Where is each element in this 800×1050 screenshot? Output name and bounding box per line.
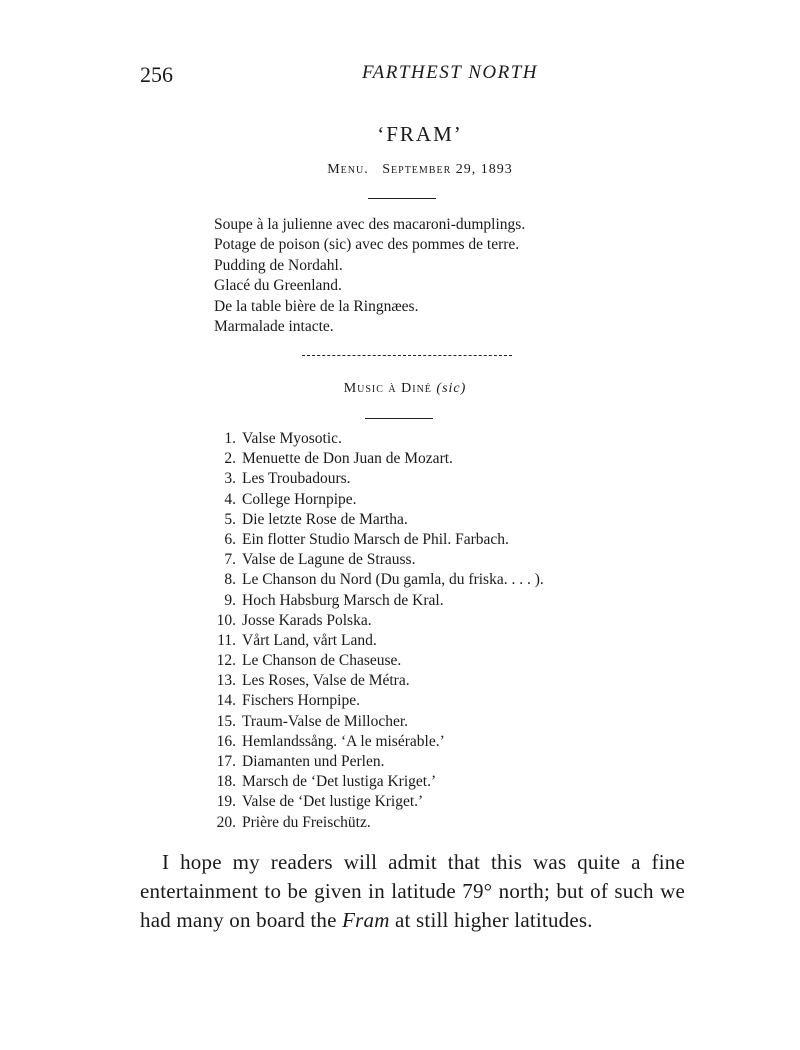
music-heading (0, 381, 800, 397)
music-heading-main: Music à Diné (343, 381, 432, 396)
closing-paragraph (140, 848, 685, 934)
menu-date: September 29, 1893 (382, 162, 513, 177)
music-item-title: Fischers Hornpipe. (242, 692, 360, 710)
divider-rule-dashed (302, 355, 512, 356)
music-item-title: Ein flotter Studio Marsch de Phil. Farbach. (242, 530, 509, 548)
music-item-title: Hemlandssång. ‘A le misérable.’ (242, 732, 445, 750)
music-item-title: Les Roses, Valse de Métra. (242, 672, 410, 690)
music-item-title: Valse de Lagune de Strauss. (242, 551, 416, 569)
music-item-title: Die letzte Rose de Martha. (242, 510, 408, 528)
running-head (140, 62, 700, 88)
ship-name: Fram (342, 907, 390, 932)
music-item-number: 6. (224, 530, 236, 548)
music-item-number: 11. (217, 631, 236, 649)
dish-item: Soupe à la julienne avec des macaroni-dumplings. (214, 216, 526, 233)
music-item-number: 1. (224, 430, 236, 447)
music-item-title: Hoch Habsburg Marsch de Kral. (242, 591, 444, 609)
music-item-number: 20. (216, 813, 236, 831)
divider-rule (365, 418, 433, 419)
music-item-title: Le Chanson du Nord (Du gamla, du friska. . . . ). (242, 571, 544, 589)
music-item-title: Marsch de ‘Det lustiga Kriget.’ (242, 773, 437, 791)
music-item-title: Menuette de Don Juan de Mozart. (242, 450, 453, 468)
music-item-number: 8. (224, 571, 236, 589)
music-item-number: 19. (216, 793, 236, 811)
music-heading-note: (sic) (436, 381, 467, 396)
music-item-title: Valse de ‘Det lustige Kriget.’ (242, 793, 424, 811)
menu-label: Menu. (327, 162, 369, 177)
music-item-title: Les Troubadours. (242, 470, 351, 488)
music-item-title: Josse Karads Polska. (242, 611, 372, 629)
closing-text-before: I hope my readers will admit that this was quite a fine entertainment to be given in latitude 79° north; but of such we had many on board the (140, 850, 685, 932)
page-number: 256 (140, 62, 173, 87)
music-item-number: 10. (216, 611, 236, 629)
music-item-number: 12. (216, 652, 236, 670)
music-item-title: Le Chanson de Chaseuse. (242, 652, 402, 670)
music-item-title: Vårt Land, vårt Land. (242, 631, 377, 649)
music-item-title: College Hornpipe. (242, 490, 357, 508)
music-item-number: 16. (216, 732, 236, 750)
dish-item: Glacé du Greenland. (214, 277, 342, 295)
music-item-title: Traum-Valse de Millocher. (242, 712, 409, 730)
music-item-number: 18. (216, 773, 236, 791)
dish-list (214, 215, 525, 337)
dish-item: Potage de poison (sic) avec des pommes de terre. (214, 236, 520, 254)
music-item-number: 14. (216, 692, 236, 710)
music-item-number: 3. (224, 470, 236, 488)
music-item-number: 2. (224, 450, 236, 468)
music-item-number: 13. (216, 672, 236, 690)
music-item-number: 7. (224, 551, 236, 569)
menu-heading: ‘FRAM’ (377, 122, 463, 146)
dish-item: Marmalade intacte. (214, 318, 334, 336)
music-item-number: 15. (216, 712, 236, 730)
music-item-number: 4. (224, 490, 236, 508)
dish-item: Pudding de Nordahl. (214, 256, 343, 274)
closing-text-after: at still higher latitudes. (389, 907, 593, 932)
music-item-title: Valse Myosotic. (242, 430, 342, 447)
divider-rule (368, 198, 436, 199)
music-item-title: Diamanten und Perlen. (242, 753, 385, 770)
music-item-number: 5. (224, 510, 236, 528)
running-title: FARTHEST NORTH (361, 62, 539, 83)
music-item-number: 17. (216, 753, 236, 770)
dish-item: De la table bière de la Ringnæes. (214, 297, 419, 315)
music-item-number: 9. (224, 591, 236, 609)
menu-date-line (0, 162, 800, 178)
music-item-title: Prière du Freischütz. (242, 813, 371, 831)
